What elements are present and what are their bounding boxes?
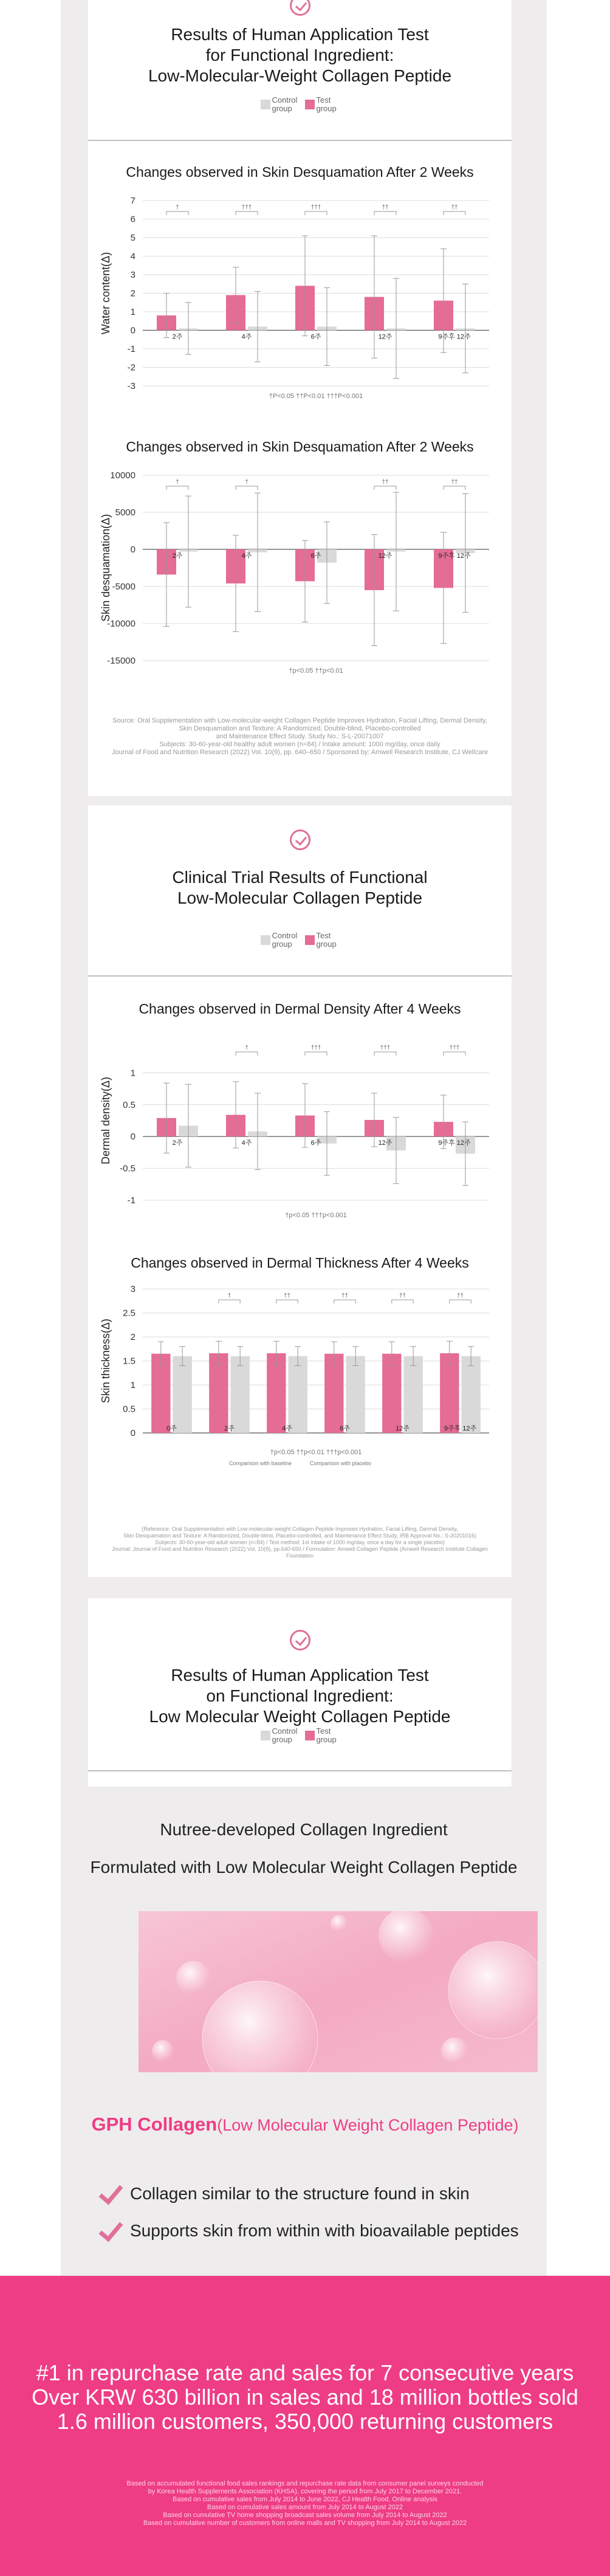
x-tick-label: 6주: [310, 333, 321, 341]
note-line: Skin Desquamation and Texture: A Randomized, Double-blind, Placebo-controlled: [179, 725, 421, 732]
significance-bracket: [392, 1300, 413, 1303]
legend-test: [305, 932, 340, 949]
y-tick-label: 0: [130, 325, 135, 336]
x-tick-label: 6주: [340, 1425, 350, 1432]
y-tick-label: 3: [130, 1284, 135, 1294]
test-swatch: [305, 100, 315, 109]
y-tick-label: -1: [127, 344, 135, 354]
y-tick-label: 0: [130, 1428, 135, 1438]
legend-label: Control group: [272, 931, 298, 949]
title-line: Low-Molecular Collagen Peptide: [177, 888, 423, 907]
dagger-note: Comparison with baseline: [228, 1460, 292, 1466]
significance-bracket: [374, 486, 396, 490]
test-swatch: [305, 935, 315, 945]
legend: [88, 1727, 512, 1744]
y-tick-label: -1: [127, 1195, 135, 1206]
legend-label: Control group: [272, 1726, 298, 1744]
collagen-molecule-image: [139, 1911, 538, 2072]
x-tick-label: 2주: [172, 552, 183, 560]
results-card-2: [88, 805, 512, 1577]
results-card-1: [88, 0, 512, 796]
benefit-text: Supports skin from within with bioavailable peptides: [130, 2221, 519, 2240]
x-tick-label: 9주후 12주: [444, 1425, 477, 1432]
significance-label: †: [245, 479, 248, 486]
significance-label: ††: [456, 1293, 464, 1299]
brand-name: GPH Collagen: [91, 2114, 218, 2135]
x-tick-label: 2주: [172, 1139, 183, 1147]
p-value-footnote: †p<0.05 ††p<0.01: [289, 667, 343, 675]
legend-label: Control group: [272, 95, 298, 113]
p-value-footnote: †P<0.05 ††P<0.01 †††P<0.001: [269, 393, 363, 400]
y-tick-label: 1: [130, 1068, 135, 1079]
significance-label: ††: [382, 204, 389, 211]
card-title: [88, 867, 512, 908]
legend: [88, 932, 512, 949]
x-tick-label: 4주: [282, 1425, 292, 1432]
fine-line: by Korea Health Supplements Association (KHSA), covering the period from July 2017 to December 2021.: [148, 2488, 462, 2495]
significance-bracket: [276, 1300, 298, 1303]
title-line: Results of Human Application Test: [171, 25, 429, 44]
chart-title: Changes observed in Skin Desquamation After 2 Weeks: [126, 439, 474, 455]
significance-label: ††: [382, 479, 389, 486]
x-tick-label: 9주후 12주: [438, 552, 471, 560]
y-tick-label: 10000: [110, 470, 135, 481]
legend-label: Test group: [316, 931, 337, 949]
y-tick-label: 2: [130, 288, 135, 299]
significance-label: †††: [310, 204, 321, 211]
note-line: Skin Desquamation and Texture: A Randomized, Double-blind, Placebo-controlled, and Maintenance Effect Study, IRB Approval No.: S-20201016): [123, 1533, 476, 1539]
divider: [88, 1770, 512, 1771]
chart-title: Changes observed in Skin Desquamation After 2 Weeks: [126, 164, 474, 180]
source-note: [100, 717, 499, 757]
note-line: and Maintenance Effect Study. Study No.: S-L-20071007: [216, 733, 384, 740]
desquamation-chart: [88, 463, 512, 688]
significance-bracket: [305, 211, 327, 215]
stat-line: 1.6 million customers, 350,000 returning customers: [57, 2409, 553, 2434]
significance-label: ††: [341, 1293, 349, 1299]
x-tick-label: 12주: [378, 333, 392, 341]
significance-bracket: [236, 486, 258, 490]
p-value-footnote: †p<0.05 ††p<0.01 †††p<0.001: [270, 1449, 362, 1456]
significance-label: †††: [380, 1045, 391, 1051]
x-tick-label: 9주후 12주: [438, 333, 471, 341]
pink-check-icon: [97, 2186, 122, 2202]
benefit-item: [97, 2184, 470, 2203]
control-bar: [462, 1356, 481, 1433]
brand-line: [30, 2114, 580, 2135]
x-tick-label: 4주: [241, 1139, 252, 1147]
significance-label: †††: [310, 1045, 321, 1051]
x-tick-label: 6주: [310, 552, 321, 560]
note-line: Subjects: 30-60-year-old adult women (n=84) / Test method: 1st intake of 1000 mg/day, once a day for a single placebo): [155, 1539, 445, 1545]
y-axis-label: Skin thickness(Δ): [100, 1318, 112, 1404]
x-tick-label: 9주후 12주: [438, 1139, 471, 1147]
y-axis-label: Skin desquamation(Δ): [100, 513, 112, 622]
y-tick-label: 0: [130, 544, 135, 555]
title-line: for Functional Ingredient:: [205, 46, 394, 64]
significance-bracket: [444, 486, 465, 490]
y-tick-label: 5: [130, 233, 135, 243]
y-tick-label: 2: [130, 1332, 135, 1342]
control-swatch: [261, 100, 270, 109]
x-tick-label: 4주: [241, 552, 252, 560]
significance-bracket: [374, 1052, 396, 1056]
y-tick-label: 4: [130, 251, 135, 262]
y-tick-label: 2.5: [123, 1308, 135, 1319]
x-tick-label: 12주: [396, 1425, 410, 1432]
control-bar: [231, 1356, 250, 1433]
significance-bracket: [166, 486, 188, 490]
y-tick-label: 6: [130, 214, 135, 225]
significance-label: ††: [451, 204, 458, 211]
y-tick-label: 1: [130, 1380, 135, 1390]
dermal-density-chart: [88, 1024, 512, 1243]
significance-label: †: [227, 1293, 231, 1299]
results-card-3: [88, 1598, 512, 1787]
x-tick-label: 6주: [310, 1139, 321, 1147]
note-line: Journal: Journal of Food and Nutrition Research (2022) Vol. 10(9), pp.640-650 / Formulation: Amwell Collagen Peptide (Amwell Research Institute Collagen Foundation: [112, 1546, 488, 1559]
significance-label: ††: [451, 479, 458, 486]
reference-note: [100, 1526, 499, 1559]
significance-bracket: [444, 211, 465, 215]
fine-line: Based on cumulative sales amount from July 2014 to August 2022: [207, 2504, 403, 2511]
stats-banner: [0, 2276, 610, 2576]
y-tick-label: 0.5: [123, 1099, 135, 1110]
title-line: on Functional Ingredient:: [206, 1686, 394, 1705]
check-circle-icon: [290, 829, 310, 850]
legend-test: [305, 96, 340, 113]
significance-label: †: [245, 1045, 248, 1051]
control-swatch: [261, 1731, 270, 1740]
control-bar: [173, 1356, 192, 1433]
significance-bracket: [374, 211, 396, 215]
y-tick-label: -10000: [107, 619, 135, 629]
significance-label: ††: [399, 1293, 406, 1299]
x-tick-label: 4주: [241, 333, 252, 341]
title-line: Results of Human Application Test: [171, 1666, 429, 1685]
y-tick-label: 5000: [115, 507, 135, 518]
x-tick-label: 2주: [172, 333, 183, 341]
control-bar: [346, 1356, 365, 1433]
x-tick-label: 0주: [166, 1425, 177, 1432]
p-value-footnote: †p<0.05 †††p<0.001: [285, 1212, 347, 1219]
control-bar: [404, 1356, 423, 1433]
water-content-chart: [88, 188, 512, 425]
control-swatch: [261, 935, 270, 945]
legend-label: Test group: [316, 95, 337, 113]
brand-subtitle: (Low Molecular Weight Collagen Peptide): [217, 2116, 519, 2134]
y-tick-label: 3: [130, 270, 135, 280]
pink-check-icon: [97, 2223, 122, 2239]
fine-line: Based on cumulative sales from July 2014 to June 2022, CJ Health Food, Online analysis: [173, 2496, 437, 2503]
check-circle-icon: [290, 1630, 310, 1650]
note-line: Journal of Food and Nutrition Research (2022) Vol. 10(9), pp. 640–650 / Sponsored by: Amwell Research Institute, CJ Wellcare: [111, 749, 488, 756]
dermal-thickness-chart: [88, 1278, 512, 1485]
fine-line: Based on cumulative TV home shopping broadcast sales volume from July 2014 to August 2022: [163, 2512, 447, 2519]
y-tick-label: 0.5: [123, 1404, 135, 1415]
x-tick-label: 12주: [378, 1139, 392, 1147]
stat-line: #1 in repurchase rate and sales for 7 consecutive years: [36, 2360, 574, 2385]
card-title: [88, 24, 512, 86]
chart-title: Changes observed in Dermal Thickness After 4 Weeks: [131, 1255, 469, 1271]
card-title: [88, 1665, 512, 1727]
significance-label: †: [176, 479, 179, 486]
stat-line: Over KRW 630 billion in sales and 18 million bottles sold: [32, 2385, 578, 2409]
legend-control: [261, 96, 299, 113]
significance-bracket: [166, 211, 188, 215]
significance-bracket: [334, 1300, 355, 1303]
y-axis-label: Dermal density(Δ): [100, 1076, 112, 1165]
y-tick-label: -0.5: [120, 1163, 135, 1174]
note-line: Source: Oral Supplementation with Low-molecular-weight Collagen Peptide Improves Hydration, Facial Lifting, Dermal Density,: [112, 717, 487, 724]
stats-footnotes: [0, 2480, 610, 2527]
fine-line: Based on cumulative number of customers from online malls and TV shopping from July 2014 to August 2022: [143, 2519, 467, 2527]
title-line: Low Molecular Weight Collagen Peptide: [149, 1707, 451, 1726]
legend-control: [261, 1727, 299, 1744]
divider: [88, 975, 512, 977]
significance-bracket: [305, 1052, 327, 1056]
y-tick-label: 7: [130, 196, 135, 206]
y-tick-label: -5000: [112, 582, 135, 592]
legend: [88, 96, 512, 113]
y-tick-label: 0: [130, 1132, 135, 1142]
benefit-text: Collagen similar to the structure found in skin: [130, 2184, 470, 2203]
benefit-item: [97, 2221, 519, 2241]
significance-bracket: [219, 1300, 240, 1303]
note-line: Subjects: 30-60-year-old healthy adult women (n=84) / Intake amount: 1000 mg/day, once daily: [159, 741, 440, 748]
y-tick-label: 1: [130, 307, 135, 317]
y-tick-label: -2: [127, 362, 135, 373]
significance-label: †: [176, 204, 179, 211]
legend-test: [305, 1727, 340, 1744]
y-tick-label: -15000: [107, 656, 135, 666]
significance-label: ††: [283, 1293, 291, 1299]
significance-label: †††: [449, 1045, 460, 1051]
y-axis-label: Water content(Δ): [100, 252, 112, 335]
title-line: Low-Molecular-Weight Collagen Peptide: [148, 66, 452, 85]
significance-bracket: [444, 1052, 465, 1056]
significance-bracket: [450, 1300, 471, 1303]
divider: [88, 140, 512, 141]
title-line: Clinical Trial Results of Functional: [172, 868, 428, 887]
fine-line: Based on accumulated functional food sales rankings and repurchase rate data from consumer panel surveys conducted: [126, 2480, 484, 2487]
y-tick-label: 1.5: [123, 1356, 135, 1367]
legend-control: [261, 932, 299, 949]
intro-line-2: Formulated with Low Molecular Weight Collagen Peptide: [90, 1858, 518, 1877]
significance-label: †††: [241, 204, 252, 211]
legend-label: Test group: [316, 1726, 337, 1744]
chart-title: Changes observed in Dermal Density After 4 Weeks: [139, 1001, 461, 1017]
significance-bracket: [236, 1052, 258, 1056]
dagger-note: Comparison with placebo: [310, 1460, 372, 1466]
significance-bracket: [236, 211, 258, 215]
note-line: (Reference: Oral Supplementation with Low-molecular-weight Collagen Peptide Improves Hydration, Facial Lifting, Dermal Density,: [142, 1526, 458, 1532]
intro-line-1: Nutree-developed Collagen Ingredient: [160, 1820, 448, 1839]
x-tick-label: 2주: [224, 1425, 235, 1432]
y-tick-label: -3: [127, 381, 135, 391]
check-circle-icon: [290, 0, 310, 16]
control-bar: [289, 1356, 307, 1433]
test-swatch: [305, 1731, 315, 1740]
x-tick-label: 12주: [378, 552, 392, 560]
